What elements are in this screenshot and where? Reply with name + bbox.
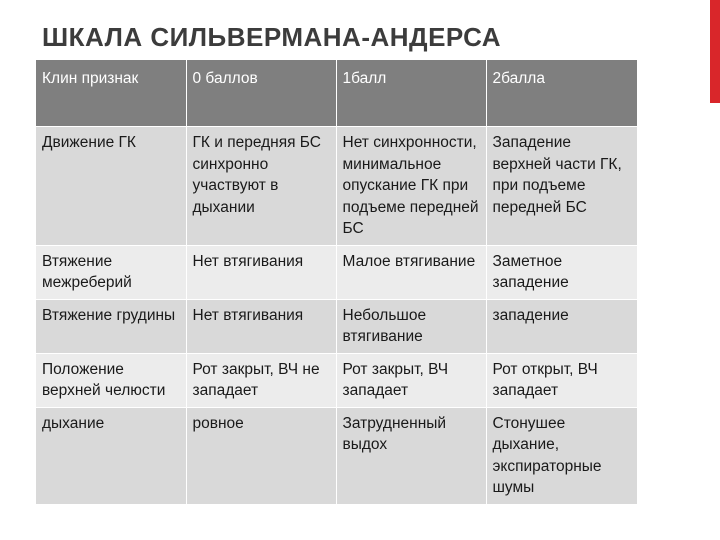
table-row <box>36 127 637 246</box>
table-cell: Рот закрыт, ВЧ западает <box>336 353 486 407</box>
accent-bar <box>710 0 720 103</box>
table-cell: Затрудненный выдох <box>336 407 486 504</box>
table-cell: дыхание <box>36 407 186 504</box>
header-cell-score-0: 0 баллов <box>186 60 336 127</box>
table-cell: Западение верхней части ГК, при подъеме передней БС <box>486 127 637 246</box>
table-row <box>36 407 637 504</box>
table-cell: Малое втягивание <box>336 245 486 299</box>
table-cell: ГК и передняя БС синхронно участвуют в дыхании <box>186 127 336 246</box>
table-cell: Стонушее дыхание, экспираторные шумы <box>486 407 637 504</box>
table-cell: Нет втягивания <box>186 299 336 353</box>
slide-title: ШКАЛА СИЛЬВЕРМАНА-АНДЕРСА <box>42 22 502 52</box>
header-row <box>36 60 637 127</box>
table-row <box>36 299 637 353</box>
table-cell: ровное <box>186 407 336 504</box>
table-cell: Рот открыт, ВЧ западает <box>486 353 637 407</box>
table-row <box>36 353 637 407</box>
header-cell-sign: Клин признак <box>36 60 186 127</box>
table-cell: Рот закрыт, ВЧ не западает <box>186 353 336 407</box>
table-cell: Втяжение грудины <box>36 299 186 353</box>
table-cell: Нет синхронности, минимальное опускание ГК при подъеме передней БС <box>336 127 486 246</box>
table-cell: Положение верхней челюсти <box>36 353 186 407</box>
table-cell: Нет втягивания <box>186 245 336 299</box>
header-cell-score-1: 1балл <box>336 60 486 127</box>
table-cell: Втяжение межреберий <box>36 245 186 299</box>
table-cell: Небольшое втягивание <box>336 299 486 353</box>
table-row <box>36 245 637 299</box>
table-cell: Движение ГК <box>36 127 186 246</box>
table-cell: Заметное западение <box>486 245 637 299</box>
table-cell: западение <box>486 299 637 353</box>
header-cell-score-2: 2балла <box>486 60 637 127</box>
silverman-anderson-table <box>36 60 638 505</box>
